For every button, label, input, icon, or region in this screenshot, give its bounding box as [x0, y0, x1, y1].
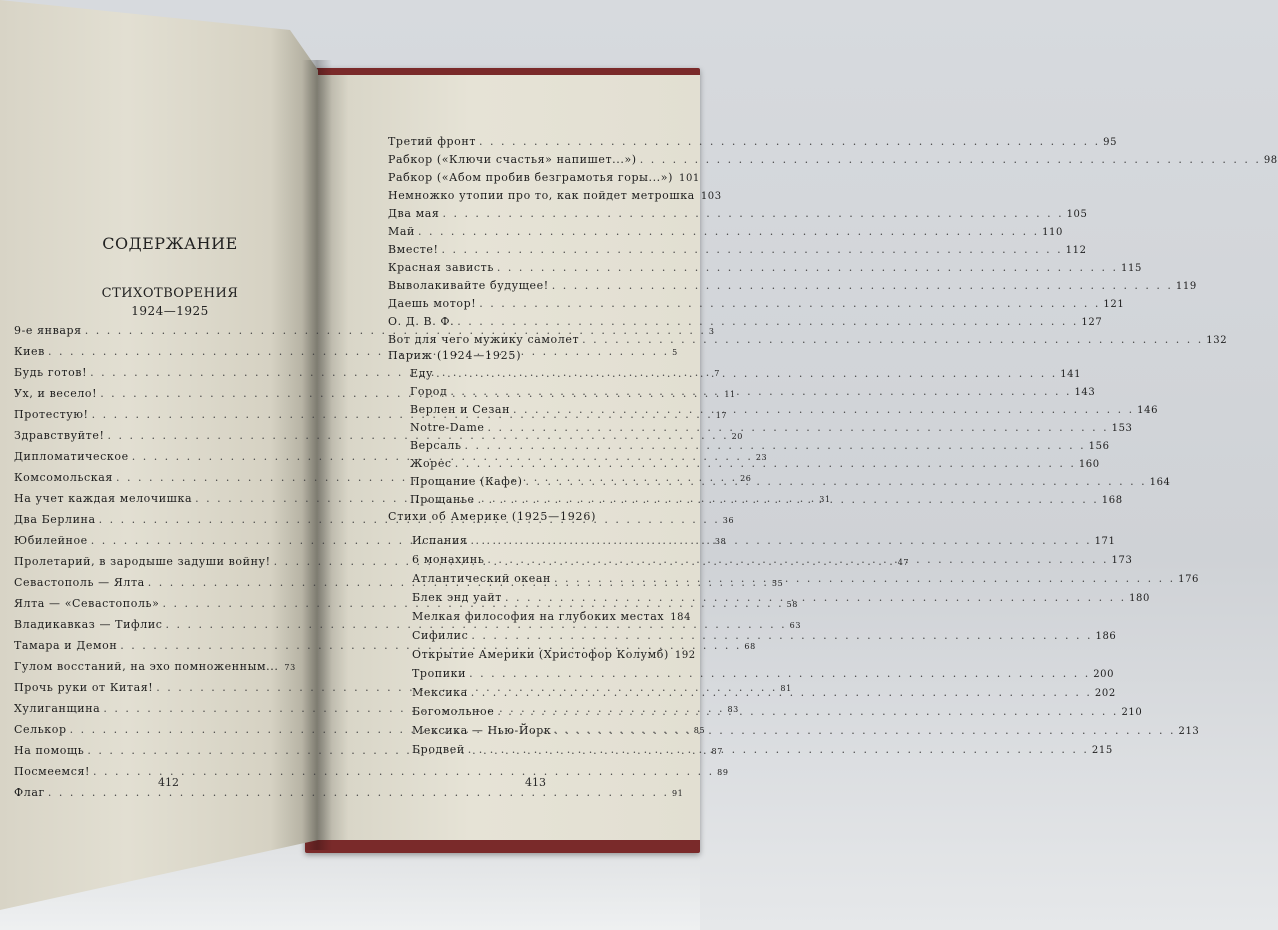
- toc-entry: Сифилис . . . 186: [412, 629, 684, 642]
- toc-entry: Выволакивайте будущее! . . . 119: [388, 279, 684, 292]
- poems-subheading: СТИХОТВОРЕНИЯ: [101, 286, 239, 301]
- toc-entry: Ух, и весело! . . . 11: [14, 387, 292, 400]
- toc-entry: Прощанье . . . 168: [410, 493, 684, 506]
- toc-entry: Испания . . . 171: [412, 534, 684, 547]
- toc-entry: Комсомольская . . . 26: [14, 471, 292, 484]
- toc-entry: Владикавказ — Тифлис . . . 63: [14, 618, 292, 631]
- toc-entry: Ялта — «Севастополь» . . . 58: [14, 597, 292, 610]
- toc-entry: Посмеемся! . . . 89: [14, 765, 292, 778]
- right-page-number: 413: [525, 776, 546, 789]
- toc-entry: Будь готов! . . . 7: [14, 366, 292, 379]
- section-america: Стихи об Америке (1925—1926): [388, 510, 597, 523]
- toc-entry: Вот для чего мужику самолет . . . 132: [388, 333, 684, 346]
- toc-entry: Киев . . . 5: [14, 345, 292, 358]
- toc-entry: Бродвей . . . 215: [412, 743, 684, 756]
- toc-entry: Атлантический океан . . . 176: [412, 572, 684, 585]
- toc-entry: Вместе! . . . 112: [388, 243, 684, 256]
- toc-entry: Тамара и Демон . . . 68: [14, 639, 292, 652]
- toc-entry: Даешь мотор! . . . 121: [388, 297, 684, 310]
- toc-entry: Мексика . . . 202: [412, 686, 684, 699]
- toc-entry: Мексика — Нью-Йорк . . . 213: [412, 724, 684, 737]
- toc-entry: Юбилейное . . . 38: [14, 534, 292, 547]
- toc-entry: Дипломатическое . . . 23: [14, 450, 292, 463]
- toc-entry: Протестую! . . . 17: [14, 408, 292, 421]
- section-paris: Париж (1924—1925): [388, 349, 522, 362]
- toc-entry: Прощание (Кафе) . . . 164: [410, 475, 684, 488]
- toc-entry: Блек энд уайт . . . 180: [412, 591, 684, 604]
- toc-entry: Флаг . . . 91: [14, 786, 292, 799]
- toc-entry: Немножко утопии про то, как пойдет метрошка 103: [388, 189, 722, 202]
- toc-entry: Селькор . . . 85: [14, 723, 292, 736]
- contents-heading: СОДЕРЖАНИЕ: [102, 234, 238, 253]
- toc-entry: Мелкая философия на глубоких местах 184: [412, 610, 692, 623]
- toc-entry: Версаль . . . 156: [410, 439, 684, 452]
- toc-entry: Рабкор («Ключи счастья» напишет...») . . . 98: [388, 153, 684, 166]
- toc-entry: О. Д. В. Ф. . . . 127: [388, 315, 684, 328]
- toc-entry: Город . . . 143: [410, 385, 684, 398]
- toc-entry: Богомольное . . . 210: [412, 705, 684, 718]
- toc-entry: Красная зависть . . . 115: [388, 261, 684, 274]
- toc-entry: Севастополь — Ялта . . . 55: [14, 576, 292, 589]
- toc-entry: Хулиганщина . . . 83: [14, 702, 292, 715]
- toc-entry: Два Берлина . . . 36: [14, 513, 292, 526]
- toc-entry: Тропики . . . 200: [412, 667, 684, 680]
- left-page-number: 412: [158, 776, 179, 789]
- toc-entry: Пролетарий, в зародыше задуши войну! . . . 47: [14, 555, 292, 568]
- toc-entry: 6 монахинь . . . 173: [412, 553, 684, 566]
- toc-entry: На учет каждая мелочишка . . . 31: [14, 492, 292, 505]
- toc-entry: На помощь . . . 87: [14, 744, 292, 757]
- toc-entry: Май . . . 110: [388, 225, 684, 238]
- toc-entry: Здравствуйте! . . . 20: [14, 429, 292, 442]
- toc-entry: Гулом восстаний, на эхо помноженным... 73: [14, 660, 296, 673]
- toc-entry: Жорес . . . 160: [410, 457, 684, 470]
- toc-entry: Два мая . . . 105: [388, 207, 684, 220]
- toc-entry: 9-е января . . . 3: [14, 324, 292, 337]
- toc-entry: Верлен и Сезан . . . 146: [410, 403, 684, 416]
- poems-years: 1924—1925: [131, 304, 209, 318]
- toc-entry: Прочь руки от Китая! . . . 81: [14, 681, 292, 694]
- toc-entry: Рабкор («Абом пробив безграмотья горы...») 101: [388, 171, 700, 184]
- toc-entry: Еду . . . 141: [410, 367, 684, 380]
- toc-entry: Третий фронт . . . 95: [388, 135, 684, 148]
- toc-entry: Открытие Америки (Христофор Колумб) 192: [412, 648, 696, 661]
- toc-entry: Notre-Dame . . . 153: [410, 421, 684, 434]
